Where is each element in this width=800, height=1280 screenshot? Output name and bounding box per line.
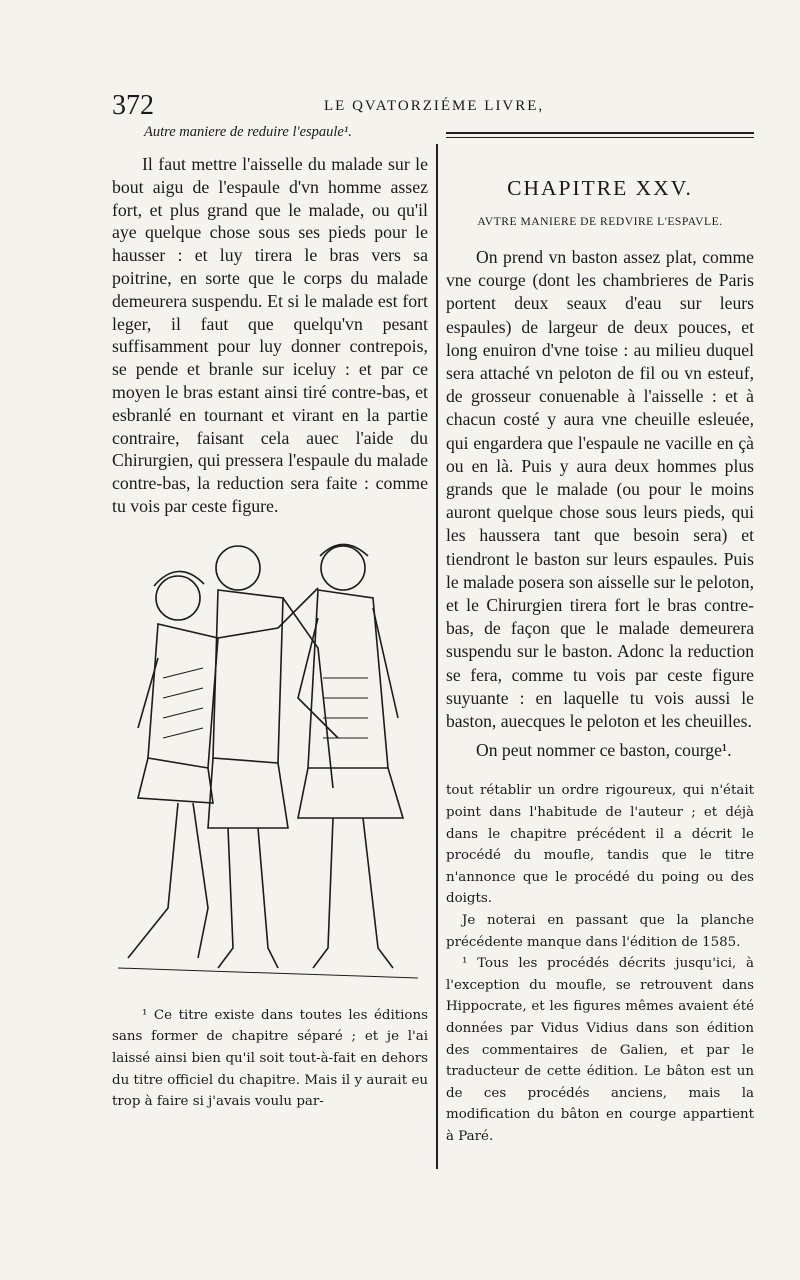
footnote-extra: Je noterai en passant que la planche précédente manque dans l'édition de 1585.: [446, 913, 754, 950]
footnote-2: ¹ Tous les procédés décrits jusqu'ici, à l'exception du moufle, se retrouvent dans Hippocrate, et les figures mêmes avaient été données par Vidus Vidius dans son édition des commentaires de Galien, et par le traducteur de cette édition. Le bâton est un de ces procédés anciens, mais la modification du bâton en courge appartient à Paré.: [446, 956, 754, 1144]
right-column: [446, 124, 754, 1148]
three-men-engraving: [118, 528, 418, 993]
footnote-continuation: tout rétablir un ordre rigoureux, qui n'était point dans l'habitude de l'auteur ; et déjà dans le chapitre précédent il a décrit le procédé du moufle, tandis que le titre n'annonce que le procédé du poing ou des doigts.: [446, 783, 754, 907]
right-paragraph: On prend vn baston assez plat, comme vne courge (dont les chambrieres de Paris portent deux seaux d'eau sur leurs espaules) de largeur de deux pouces, et long enuiron d'vne toise : au milieu duquel sera attaché vn peloton de fil ou vn esteuf, de grosseur conuenable à l'aisselle : et à chacun costé y aura vne cheuille esleuée, qui engardera que l'espaule ne vacille en çà ou en là. Puis y aura deux hommes plus grands que le malade (ou pour le moins auront quelque chose sous leurs pieds, qui les haussera tant que besoin sera) et tiendront le baston sur leurs espaules. Puis le malade posera son aisselle sur le peloton, et le Chirurgien tirera fort le bras contre-bas, de façon que le malade demeurera suspendu sur le baston. Adonc la reduction se fera, comme tu vois par ceste figure suyuante : en laquelle tu vois aussi le baston, auecques le peloton et les cheuilles.: [446, 247, 754, 732]
chapter-title: CHAPITRE XXV.: [507, 176, 693, 200]
running-title: LE QVATORZIÉME LIVRE,: [324, 98, 545, 114]
left-column: [112, 124, 428, 1126]
left-paragraph: Il faut mettre l'aisselle du malade sur le bout aigu de l'espaule d'vn homme assez fort, et plus grand que le malade, ou qu'il aye quelque chose sous ses pieds pour le hausser : et luy tirera le bras vers sa poitrine, en sorte que le corps du malade demeurera suspendu. Et si le malade est fort leger, il faut que quelqu'vn pesant suffisamment pour luy donner contrepois, se pende et branle sur iceluy : et par ce moyen le bras estant ainsi tiré contre-bas, et esbranlé en tournant et virant en la partie contraire, faisant cela auec l'aide du Chirurgien, qui pressera l'espaule du malade contre-bas, la reduction sera faite : comme tu vois par ceste figure.: [112, 154, 428, 516]
side-heading: Autre maniere de reduire l'espaule¹.: [144, 124, 352, 140]
woodcut-illustration: [118, 528, 418, 993]
page-number: 372: [112, 90, 154, 121]
chapter-subtitle: AVTRE MANIERE DE REDVIRE L'ESPAVLE.: [477, 215, 723, 228]
column-divider: [436, 144, 438, 1169]
final-line: On peut nommer ce baston, courge¹.: [476, 740, 732, 761]
footnotes: [446, 780, 754, 1147]
chapter-rule: [446, 132, 754, 138]
running-head: [112, 90, 752, 120]
left-footnote: ¹ Ce titre existe dans toutes les éditions sans former de chapitre séparé ; et je l'ai laissé ainsi bien qu'il soit tout-à-fait en dehors du titre officiel du chapitre. Mais il y aurait eu trop à faire si j'avais voulu par-: [112, 1007, 428, 1110]
